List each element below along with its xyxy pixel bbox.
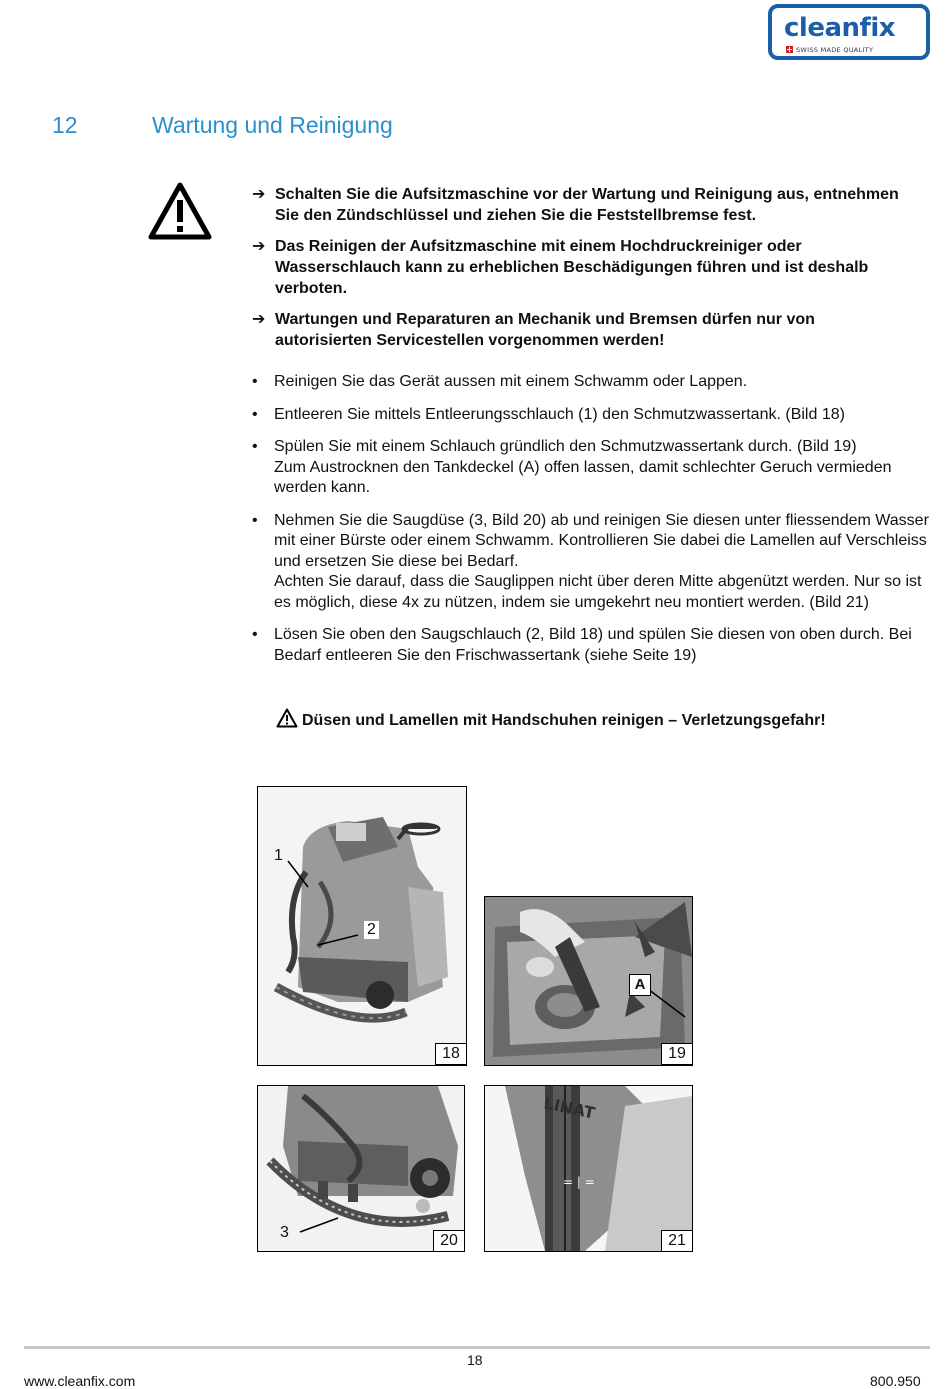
list-item-text: Nehmen Sie die Saugdüse (3, Bild 20) ab und reinigen Sie diesen unter fliessendem Wasser mit einer Bürste oder einem Schwamm. Kontrollieren Sie dabei die Lamellen auf Verschleiss und ersetzen Sie diese bei Bedarf. [274,511,929,570]
list-item-text: Achten Sie darauf, dass die Sauglippen nicht über deren Mitte abgenützt werden. Nur so ist es möglich, diese 4x zu nützen, indem sie umgekehrt neu montiert werden. (Bild 21) [274,573,922,611]
callout-2: 2 [364,921,379,939]
list-item-text: Spülen Sie mit einem Schlauch gründlich den Schmutzwassertank durch. (Bild 19) [274,438,857,455]
logo-wordmark: cleanfix [784,13,896,43]
warning-text: Das Reinigen der Aufsitzmaschine mit einem Hochdruckreiniger oder Wasserschlauch kann zu erheblichen Beschädigungen führen und ist deshalb verboten. [275,238,869,297]
warning-item [252,184,912,226]
arrow-right-icon: ➔ [252,186,266,203]
list-item [250,405,930,426]
bullet-icon: • [252,438,258,455]
tank-rinse-photo [485,897,692,1065]
swiss-flag-icon [786,46,793,53]
page-number: 18 [467,1352,483,1368]
callout-1: 1 [274,847,283,864]
list-item [250,437,930,499]
list-item-text: Entleeren Sie mittels Entleerungsschlauch (1) den Schmutzwassertank. (Bild 18) [274,405,845,423]
document-number: 800.950 [870,1373,921,1389]
figure-19 [484,896,693,1066]
warning-list [252,184,912,361]
figure-number-19: 19 [661,1043,693,1065]
warning-item [252,309,912,351]
wear-mark-text: = | = [563,1175,595,1189]
caution-note [276,708,826,731]
warning-item [252,236,912,299]
footer-divider [24,1346,930,1349]
list-item-text: Lösen Sie oben den Saugschlauch (2, Bild 18) und spülen Sie diesen von oben durch. Bei Bedarf entleeren Sie den Frischwassertank (siehe Seite 19) [274,626,912,664]
lamella-brand-text: LINAT [542,1093,597,1123]
figure-number-18: 18 [435,1043,467,1065]
figure-21 [484,1085,693,1252]
list-item-text: Reinigen Sie das Gerät aussen mit einem Schwamm oder Lappen. [274,373,748,390]
small-warning-icon [276,708,298,728]
logo-tagline [786,46,873,54]
list-item-text: Zum Austrocknen den Tankdeckel (A) offen lassen, damit schlechter Geruch vermieden werden kann. [274,458,892,496]
caution-text: Düsen und Lamellen mit Handschuhen reinigen – Verletzungsgefahr! [302,712,826,729]
warning-text: Wartungen und Reparaturen an Mechanik und Bremsen dürfen nur von autorisierten Servicestellen vorgenommen werden! [275,311,815,349]
footer-url[interactable]: www.cleanfix.com [24,1373,136,1389]
list-item [250,372,930,393]
figure-20 [257,1085,465,1252]
figure-18 [257,786,467,1066]
instruction-list [250,372,930,678]
bullet-icon: • [252,511,258,529]
bullet-icon: • [252,373,258,390]
bullet-icon: • [252,405,258,423]
machine-rear-photo [258,787,466,1065]
list-item [250,511,930,614]
list-item [250,625,930,666]
figure-number-21: 21 [661,1230,693,1252]
callout-a: A [629,974,651,996]
warning-triangle-icon [148,182,212,240]
bullet-icon: • [252,626,258,643]
brand-logo [768,4,930,60]
lamella-wear-photo [485,1086,692,1251]
callout-3: 3 [280,1224,289,1241]
section-title: Wartung und Reinigung [152,112,393,138]
figure-number-20: 20 [433,1230,465,1252]
tagline-text: SWISS MADE QUALITY [796,46,874,54]
section-number: 12 [52,112,78,138]
warning-text: Schalten Sie die Aufsitzmaschine vor der Wartung und Reinigung aus, entnehmen Sie den Zündschlüssel und ziehen Sie die Feststellbremse fest. [275,186,899,224]
arrow-right-icon: ➔ [252,311,266,328]
arrow-right-icon: ➔ [252,238,266,255]
